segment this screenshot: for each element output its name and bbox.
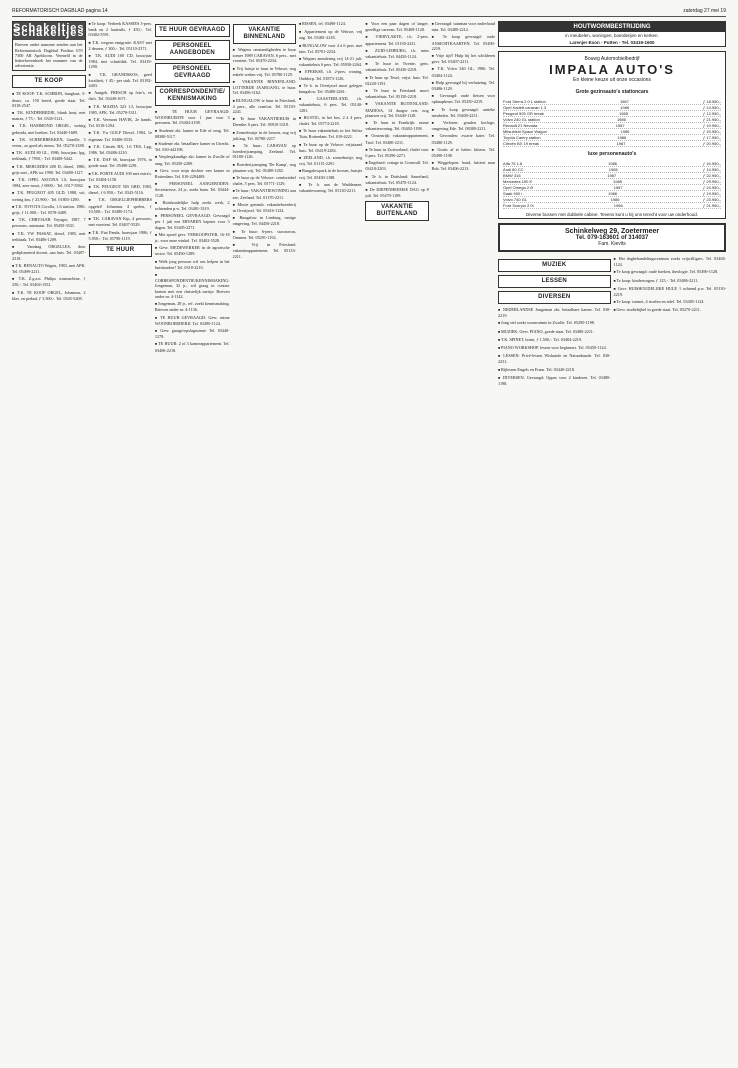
classified-ad: ■ Welk jong persoon wil ons helpen in het huishouden? Tel. 0318-2210.	[155, 259, 230, 270]
impala-note: Diverse bussen met dubbele cabine. Tevens kunt u bij ons terecht voor uw onderhoud.	[526, 212, 699, 217]
car-model: Ford Scorpio 2.0i	[503, 203, 534, 208]
classified-ad: ■ Met spoed gevr. VERKOOPSTER, 16-18 jr., voor onze winkel. Tel. 03402-5528.	[155, 232, 230, 243]
car-model: Opel Omega 2.0i	[503, 185, 534, 190]
car-price: ƒ 20.950,-	[703, 141, 722, 146]
car-year: 1987	[616, 141, 626, 146]
classified-ad: ■ PERSONEEL GEVRAAGD: Gevraagd per 1 juli een ERVAREN kapster voor 3 dagen. Tel. 03405-2271.	[155, 213, 230, 230]
column-2	[89, 21, 152, 1061]
classified-ad: ■ T.K. BENAUTO Wagen, 1983, met APK. Tel. 05499-2211.	[12, 263, 86, 274]
right-column-1-ads	[498, 307, 611, 386]
classified-ad: ■ VIERVLAKTE, t.h. 2-pers. appartement. Tel. 01150-2231.	[365, 34, 428, 45]
classified-ad: ■ BUNGALOW voor 4 à 6 pers. met tuin. Tel. 05701-2234.	[299, 43, 362, 54]
car-model: Volvo 240 GL station	[503, 117, 540, 122]
car-model: Saab 900 i	[503, 191, 523, 196]
car-price: ƒ 19.950,-	[703, 123, 722, 128]
classified-ad: ■ Het dagbehandelingscentrum zoekt vrijwilligers. Tel. 03404-1124.	[614, 256, 727, 267]
classified-ad: ■ RUSTIG, in het bos, 2 à 4 pers. chalet. Tel. 05774-2218.	[299, 115, 362, 126]
classified-ad: ■ ZUID-LIMBURG, t.h. ruim vakantiehuis. Tel. 04450-1124.	[365, 48, 428, 59]
classified-ad: ■ T.K. Volvo 340 GL, 1986. Tel. 03404-1124.	[432, 66, 495, 77]
impala-list-2	[499, 159, 725, 211]
classified-ad: ■ Te h. aan de Waddenzee, vakantiewoning. Tel. 05130-2211.	[299, 182, 362, 193]
classified-ad: ■ CORRESPONDENTIE/KENNISMAKING: Jongeman, 32 jr., wil graag in contact komen met een christelijk meisje. Brieven onder nr. 4-1142.	[155, 272, 230, 299]
classified-ad: ■ Studente zkt. betaalbare kamer in Utrecht. Tel. 030-442198.	[155, 141, 230, 152]
column-3-ads	[155, 109, 230, 353]
classified-ad: ■ Bijlessen Engels en Frans. Tel. 03440-2218.	[498, 367, 611, 373]
schinkel-name: Fam. Kievits	[598, 241, 626, 247]
houtworm-ad	[498, 21, 726, 47]
classified-ad: ■ Gevonden: zwarte kater. Tel. 03480-1129.	[432, 133, 495, 144]
classified-ad: ■ Verpleegkundige zkt. kamer in Zwolle of omg. Tel. 05250-2289.	[155, 154, 230, 165]
impala-list	[499, 97, 725, 149]
column-5-ads	[299, 21, 362, 193]
impala-ad	[498, 51, 726, 219]
section-muziek: MUZIEK	[498, 259, 611, 272]
car-year: 1985	[613, 179, 623, 184]
classified-ad: ■ Te koop gevraagd: oude boeken, theologie. Tel. 05490-1128.	[614, 269, 727, 275]
classified-ad: ■ Te huur: 6-pers. stacaravan, Ommen. Tel. 05291-1192.	[233, 229, 296, 240]
classified-ad: ■ Wegens annulering vrij 14-21 juli: vakantiehuis 6 pers. Tel. 05930-2264.	[299, 56, 362, 67]
classified-ad: ■ T.K. GRANDSKOS, goed kwaliteit, ƒ 45,- per stuk. Tel. 03182-4403.	[89, 72, 152, 89]
impala-brand: IMPALA AUTO'S	[549, 62, 675, 77]
classified-ad: ■ TE HUUR GEVRAAGD: WOONRUIMTE voor 1 jaar voor 3 personen. Tel. 03404-2198.	[155, 109, 230, 126]
section-personeel-gevraagd: PERSONEEL GEVRAAGD	[155, 63, 230, 83]
right-column-2	[614, 256, 727, 388]
right-subcolumns	[498, 256, 726, 388]
car-price: ƒ 14.950,-	[703, 105, 722, 110]
car-price: ƒ 15.950,-	[703, 129, 722, 134]
classified-ad: ■ Aangeb. FRESCH op foto's, en dia's. Tel. 03440-1671.	[89, 90, 152, 101]
classified-ad: ■ PERSONEEL AANGEBODEN: Secretaresse, 24 jr., zoekt baan. Tel. 03444-1128.	[155, 181, 230, 198]
masthead	[12, 21, 86, 71]
classified-ad: ■ T.K. OPEL ASCONA 1.6, bouwjaar 1984, zeer mooi, ƒ 6900,-. Tel. 0317-5582.	[12, 177, 86, 188]
column-7	[432, 21, 495, 1061]
classified-ad: ■ MUZIEK: Gevr. PIANO, goede staat. Tel. 03480-2211.	[498, 329, 611, 335]
classified-ad: ■ T.K. HAMMOND ORGEL, weinig gebruikt, met boeken. Tel. 03440-1689.	[12, 123, 86, 134]
car-year: 1986	[620, 105, 630, 110]
classified-ad: ■ Gevr. garage/opslagruimte. Tel. 03440-1278.	[155, 328, 230, 339]
classified-ad: ■ T.K. TE KOOP ORGEL, Johannus, 2 klav. en pedaal, ƒ 3.500,-. Tel. 0345-5208.	[12, 290, 86, 301]
schinkel-ad	[498, 223, 726, 252]
classified-ad: ■ Te huur VAKANTIEHUIS in Drenthe, 6 pers. Tel. 05910-3318.	[233, 116, 296, 127]
classified-ad: ■ Weggelopen: hond, luistert naar Bob. Tel. 03406-2213.	[432, 160, 495, 171]
section-correspondentie: CORRESPONDENTIE/ KENNISMAKING	[155, 86, 230, 106]
car-year: 1986	[608, 161, 618, 166]
classified-ad: ■ Te huur op de Veluwe: vrijstaand huis. Tel. 03419-2284.	[299, 142, 362, 153]
classified-ad: ■ Te huur in Twente, gem. vakantiehuis. Tel. 05430-2218.	[365, 61, 428, 72]
classified-ad: ■ VAKANTIE BINNENLAND: LOTTERIJE JAARGANG, te huur. Tel. 03496-1162.	[233, 79, 296, 96]
classified-ad: ■ T.K. AUDI 80 GL, 1986, bouwjaar, lpg, trekhaak, ƒ 7950,-. Tel. 03408-5442.	[12, 150, 86, 161]
classified-ad: ■ Jongeman, 28 jr., ref. zoekt kennismaking. Brieven onder nr. 4-1136.	[155, 301, 230, 312]
classified-ad: ■ T.K. wegens emigratie: KAST met 2 deuren, ƒ 300,-. Tel. 05110-2371.	[89, 40, 152, 51]
section-personeel-aangeboden: PERSONEEL AANGEBODEN	[155, 40, 230, 60]
classified-ad: ■ ZEELAND, t.h. zomerhuisje, nog vrij. Tel. 01115-2291.	[299, 155, 362, 166]
page-header	[12, 8, 726, 17]
car-price: ƒ 14.950,-	[703, 167, 722, 172]
car-year: 1987	[613, 185, 623, 190]
classified-ad: ■ GAASTERLAND, t.h. vakantiehuis, 6 pers. Tel. 05140-1281.	[299, 96, 362, 113]
classified-ad: ■ Gevr. voor mijn dochter een kamer in Rotterdam. Tel. 010-2294409.	[155, 168, 230, 179]
columns	[12, 21, 726, 1061]
classified-ad: ■ T.K. SPINET, bruin, ƒ 1.500,-. Tel. 03404-2219.	[498, 337, 611, 343]
classified-ad: ■ PIANO WORKSHOP, lessen voor beginners. Tel. 05450-1124.	[498, 345, 611, 351]
classified-ad: ■ DIVERSEN: Gevraagd: Oppas voor 2 kinderen. Tel. 03480-1198.	[498, 375, 611, 386]
car-price: ƒ 19.950,-	[703, 191, 722, 196]
classified-ad: ■ Verloren: gouden horloge, omgeving Ede. Tel. 08380-2211.	[432, 120, 495, 131]
section-vakantie-binnenland: VAKANTIE BINNENLAND	[233, 24, 296, 44]
houtworm-title: HOUTWORMBESTRIJDING	[499, 22, 725, 32]
classified-ad: ■ Te koop: tuinset, 4 stoelen en tafel. Tel. 03405-1124.	[614, 299, 727, 305]
car-year: 1987	[607, 173, 617, 178]
car-year: 1985	[620, 129, 630, 134]
classified-ad: ■ Boerderijcamping 'De Kamp', nog plaatsen vrij. Tel. 05480-1282.	[233, 162, 296, 173]
classified-ad: ■ Zomerhuisje in de bossen, nog vrij juli/aug. Tel. 05780-2217.	[233, 130, 296, 141]
column-1-ads	[12, 91, 86, 301]
classified-ad: ■ Voor een paar dagen of langer, gezellige caravan. Tel. 05408-1128.	[365, 21, 428, 32]
car-price: ƒ 18.950,-	[703, 99, 722, 104]
classified-ad: ■ Te h. in Overijssel mooi gelegen bungalow. Tel. 05480-2261.	[299, 83, 362, 94]
car-year: 1986	[610, 197, 620, 202]
classified-ad: ■ Wegens omstandigheden te huur zomer 1989 CARAVAN, 6 pers., met voortent. Tel. 05470-2234.	[233, 47, 296, 64]
classified-ad: ■ T.K. Citroën BX, 1.6 TRS, Lpg, 1986. Tel. 03486-2210.	[89, 144, 152, 155]
classified-ad: ■ T.K. MAZDA 323 1.5, bouwjaar 1985, APK. Tel. 05270-3311.	[89, 104, 152, 115]
classified-ad: ■ Huishoudelijke hulp zoekt werk, 2 ochtenden p.w. Tel. 03481-3319.	[155, 200, 230, 211]
classified-ad: ■ Vrij huisje te huur in Veluwe, nog enkele weken vrij. Tel. 05780-1129.	[233, 66, 296, 77]
car-price: ƒ 21.950,-	[703, 117, 722, 122]
car-year: 1986	[616, 117, 626, 122]
classified-ad: ■ Te huur op Texel, vrijst. huis. Tel. 02220-1191.	[365, 75, 428, 86]
classified-ad: ■ T.K. PEUGEOT 505 GRD, 1983, diesel, ƒ 6.950,-. Tel. 0343-5116.	[89, 184, 152, 195]
car-year: 1987	[615, 123, 625, 128]
column-6	[365, 21, 428, 1061]
classified-ad: ■ T.K. CARAVAN Kip, 4 persoons, met voortent. Tel. 03407-5529.	[89, 216, 152, 227]
classified-ad: ■ Hulp gevraagd bij verhuizing. Tel. 03486-1129.	[432, 80, 495, 91]
impala-tagline-bottom: En kleine keuze uit onze occasions	[573, 77, 651, 83]
right-column-2-ads	[614, 256, 727, 314]
classified-ad: ■ T.K. AUDI 100 CD, bouwjaar 1984, met schuifdak. Tel. 03419-1290.	[89, 53, 152, 70]
car-model: Peugeot 505 GR break	[503, 111, 544, 116]
classified-ad: ■ Engeland: cottage in Cornwall. Tel. 03418-2203.	[365, 160, 428, 171]
schinkel-phone: Tel. 079-163601 of 314037	[575, 235, 649, 241]
car-model: Opel Kadett caravan 1.3	[503, 105, 547, 110]
classified-ad: ■ T.K. ORGELLIEFHEBBERS opgelet! Johannus 4 spelen, ƒ 10.500,-. Tel. 03480-1174.	[89, 197, 152, 214]
car-model: Alfa 75 1.8	[503, 161, 523, 166]
classified-ad: ■ Oostenrijk: vakantieappartement, Tirol. Tel. 03480-2211.	[365, 133, 428, 144]
car-model: Mercedes 190 E	[503, 179, 533, 184]
classified-ad: ■ TE HUUR GEVRAAGD: Gevr. ruime WOONBOERDERIJ. Tel. 03490-1124.	[155, 315, 230, 326]
classified-ad: ■ T.K. Vermont HAVIK, 2e hands. Tel. 0318-1294.	[89, 117, 152, 128]
classified-ad: ■ Te huur in Friesland: mooi vakantiehuis. Tel. 05150-2218.	[365, 88, 428, 99]
classified-ad: ■ Te huur op de Veluwe: comfortabel chalet, 5 pers. Tel. 05771-1129.	[233, 175, 296, 186]
right-column-1	[498, 256, 611, 388]
car-year: 1986	[617, 135, 627, 140]
car-year: 1987	[619, 99, 629, 104]
section-te-huur: TE HUUR	[89, 244, 152, 257]
car-price: ƒ 21.950,-	[703, 203, 722, 208]
section-te-koop: TE KOOP	[12, 75, 86, 88]
car-model: Renault 21 Nevada	[503, 123, 538, 128]
column-1	[12, 21, 86, 1061]
classified-ad: ■ Gratis af te halen: kittens. Tel. 05490-1198.	[432, 147, 495, 158]
header-left: REFORMATORISCH DAGBLAD pagina 14	[12, 8, 108, 14]
column-6-ads	[365, 21, 428, 198]
classified-ad: ■ Vrij in Friesland: vakantieappartement. Tel. 05133-2211.	[233, 242, 296, 259]
classified-ad: ■ Te huur vakantiehuis in het Stiftse Tuin, Rotterdam. Tel. 010-4221.	[299, 128, 362, 139]
classified-ad: ■ Bungalowpark in de bossen, huisjes vrij. Tel. 05450-1188.	[299, 168, 362, 179]
car-listing-row	[503, 141, 721, 147]
section-lessen: LESSEN	[498, 275, 611, 288]
classified-ad: ■ Te koop gevraagd: antieke meubelen. Tel. 03400-2231.	[432, 107, 495, 118]
classified-ad: ■ Gevr. studiebijbel in goede staat. Tel. 05270-2211.	[614, 307, 727, 313]
column-5	[299, 21, 362, 1061]
classified-ad: ■ VAKANTIE BUITENLAND: MADESA, 14 daagse reis, nog plaatsen vrij. Tel. 03440-1128.	[365, 101, 428, 118]
car-year: 1985	[608, 167, 618, 172]
classified-ad: ■ LESSEN: Privé-lessen Wiskunde en Natuurkunde. Tel. 030-2231.	[498, 353, 611, 364]
classified-ad: ■ De DIEPENHEEMSE DAG op 8 juli. Tel. 05470-1189.	[365, 187, 428, 198]
classified-ad: ■ TE HUUR: 2 of 3 kamerappartement. Tel. 03406-2218.	[155, 341, 230, 352]
classified-ad: ■ T.K. SCHEERBEKKEN, Gazelle, 3 versn., zo goed als nieuw. Tel. 05270-2188.	[12, 137, 86, 148]
classified-ad: ■ Te h. in Duitsland: Sauerland, vakantiehuis. Tel. 05470-1124.	[365, 174, 428, 185]
classified-ad: ■ T.K. VW PASSAT, diesel, 1985, met trekhaak. Tel. 03486-1209.	[12, 231, 86, 242]
car-price: ƒ 16.950,-	[703, 161, 722, 166]
header-right: zaterdag 27 mei 19	[683, 8, 726, 14]
impala-list-title: Grote gezinsauto's stationcars	[575, 89, 649, 95]
column-7-ads	[432, 21, 495, 172]
classified-ad: ■ Vrije tijd? Hulp bij het schilderen gevr. Tel. 03407-2211.	[432, 53, 495, 64]
classified-ad: ■ Bungalow in Limburg, rustige omgeving. Tel. 04450-2218.	[233, 215, 296, 226]
classified-ad: ■ Te koop: kinderwagen, ƒ 125,-. Tel. 03486-2211.	[614, 278, 727, 284]
car-year: 1985	[619, 111, 628, 116]
car-year: 1986	[608, 191, 618, 196]
classified-ad: ■ Vandaag ORGELLES, door gediplomeerd docent, aan huis. Tel. 03497-2318.	[12, 244, 86, 261]
car-price: ƒ 23.950,-	[703, 197, 722, 202]
impala-tagline-top: Bouwg Automobielbedrijf	[584, 56, 640, 62]
classified-ad: ■ T.K. PORTE AUDI 100 met extra's. Tel. 03404-1158.	[89, 171, 152, 182]
classified-ad: ■ T.K. TOYOTA Corolla, 1.6 station, 1986, grijs, ƒ 11.000,-. Tel. 0578-4409.	[12, 204, 86, 215]
car-model: Mitsubishi Space Wagon	[503, 129, 547, 134]
classified-ad: ■ Te huur in Frankrijk: ruime vakantiewoning. Tel. 03402-1198.	[365, 120, 428, 131]
car-year: 1986	[613, 203, 623, 208]
classified-ad: ■ T.K. KINDERBEDJE, blank hout, met matras, ƒ 75,-. Tel. 0345-5121.	[12, 110, 86, 121]
classified-ad: ■ T.K. Z.g.a.n. Philips wasmachine, ƒ 250,-. Tel. 03404-1552.	[12, 276, 86, 287]
car-model: Audi 80 CC	[503, 167, 524, 172]
car-model: Ford Sierra 2.0 L station	[503, 99, 546, 104]
classified-ad: ■ RISSEN, tel. 03490-1124.	[299, 21, 362, 27]
section-diversen: DIVERSEN	[498, 291, 611, 304]
classified-ad: ■ Studente zkt. kamer in Ede of omg. Tel. 08380-5117.	[155, 128, 230, 139]
classified-ad: ■ Gevraagd: oude fietsen voor opknapbeurt. Tel. 05250-2219.	[432, 93, 495, 104]
impala-list-title-2: luxe personenauto's	[587, 151, 637, 157]
car-price: ƒ 22.950,-	[703, 173, 722, 178]
masthead-intro: Brieven onder nummer zenden aan het Reformatorisch Dagblad Postbus 670 7300 AR Apeldoorn. Vermeld in de linkerbovenhoek het nummer van de advertentie.	[15, 42, 83, 69]
classified-ad: ■ Gevr. HUISHOUDELIJKE HULP, 1 ochtend p.w. Tel. 05130-2219.	[614, 286, 727, 297]
houtworm-sub: in meubelen, woningen, boerderijen en kerken.	[565, 33, 659, 38]
classified-ad: ■ Te huur in Zwitserland, chalet voor 6 pers. Tel. 05290-2271.	[365, 147, 428, 158]
classified-ad: ■ Te koop gevraagd: oude ANSICHTKAARTEN. Tel. 05490-2219.	[432, 34, 495, 51]
classified-ad: ■ T.K. MERCEDES 200 D, diesel, 1986, grijs met., APK tot 1990. Tel. 03480-1127.	[12, 164, 86, 175]
classified-ad: ■ TE KOOP: T.K. SCHRIJN, hangkast, 3-deurs, ca. 150 breed, goede staat. Tel. 0318-2547.	[12, 91, 86, 108]
classified-ad: ■ BUNGALOW te huur in Friesland, 4 pers., alle comfort. Tel. 05150-2241.	[233, 98, 296, 115]
classified-ad: ■ Te koop: Verbeek KASSIES 3-pers. bank en 2 fauteuils, ƒ 450,-. Tel. 03402-5591.	[89, 21, 152, 38]
section-te-huur-gevraagd: TE HUUR GEVRAAGD	[155, 24, 230, 37]
impala-header	[499, 52, 725, 87]
car-listing-row	[503, 203, 721, 209]
car-price: ƒ 12.950,-	[703, 111, 722, 116]
car-price: ƒ 17.950,-	[703, 135, 722, 140]
classified-ad: ■ Jong stel zoekt woonruimte in Zwolle. Tel. 05290-1198.	[498, 320, 611, 326]
classified-ad: ■ Te huur: VAKANTIEWONING aan zee, Zeeland. Tel. 01170-2211.	[233, 188, 296, 199]
car-model: Citroën BX 19 break	[503, 141, 540, 146]
car-model: Volvo 740 GL	[503, 197, 528, 202]
column-4-ads	[233, 47, 296, 259]
houtworm-contact: Larenjer-Exon - Putten - Tel. 03419-1600	[569, 40, 655, 45]
classified-ad: ■ T.K. Fiat Panda, bouwjaar 1986, ƒ 5.950,-. Tel. 05790-1119.	[89, 230, 152, 241]
section-vakantie-buitenland: VAKANTIE BUITENLAND	[365, 201, 428, 221]
car-price: ƒ 29.950,-	[703, 179, 722, 184]
schakeltjes-logo: Schakeltjes Schakeltjes	[13, 22, 85, 40]
car-price: ƒ 24.950,-	[703, 185, 722, 190]
column-2-ads	[89, 21, 152, 241]
column-4	[233, 21, 296, 1061]
classified-ad: ■ Mooie gemeub. vakantieboerderij in Overijssel. Tel. 05416-1124.	[233, 202, 296, 213]
classified-ad: ■ T.K. Vw GOLF Diesel, 1984, 1e eigenaar. Tel. 03406-5533.	[89, 130, 152, 141]
classified-ad: ■ Te huur: CARAVAN op boerderijcamping, Zeeland. Tel. 01180-1126.	[233, 143, 296, 160]
car-model: Toyota Camry station	[503, 135, 541, 140]
right-panel	[498, 21, 726, 1061]
classified-ad: ■ Gevraagd: tuinman voor onderhoud tuin. Tel. 03480-2212.	[432, 21, 495, 32]
schinkel-address: Schinkelweg 29, Zoetermeer	[564, 228, 660, 235]
classified-ad: ■ NEDERLANDSE Jongeman zkt. betaalbare kamer. Tel. 030-2219.	[498, 307, 611, 318]
car-model: BMW 316	[503, 173, 521, 178]
classified-ad: ■ T.K. PEUGEOT 405 GLD, 1988, wit, weinig km, ƒ 23.900,-. Tel. 01803-1290.	[12, 190, 86, 201]
classified-ad: ■ T.K. CHRYSLER Voyager, 1987, 7 persoons, automaat. Tel. 05450-3331.	[12, 217, 86, 228]
column-3	[155, 21, 230, 1061]
classified-ad: ■ EFEEKSE, t.h. 2-pers. woning, Ouddorp. Tel. 01873-1126.	[299, 69, 362, 80]
classified-ad: ■ Appartement op de Veluwe, vrij aug. Tel. 03481-2218.	[299, 29, 362, 40]
classified-ad: ■ Gevr. MEDEWERKER in de agrarische sector. Tel. 05490-1289.	[155, 245, 230, 256]
classified-ad: ■ T.K. DAF 66, bouwjaar 1976, in goede staat. Tel. 05490-2291.	[89, 157, 152, 168]
